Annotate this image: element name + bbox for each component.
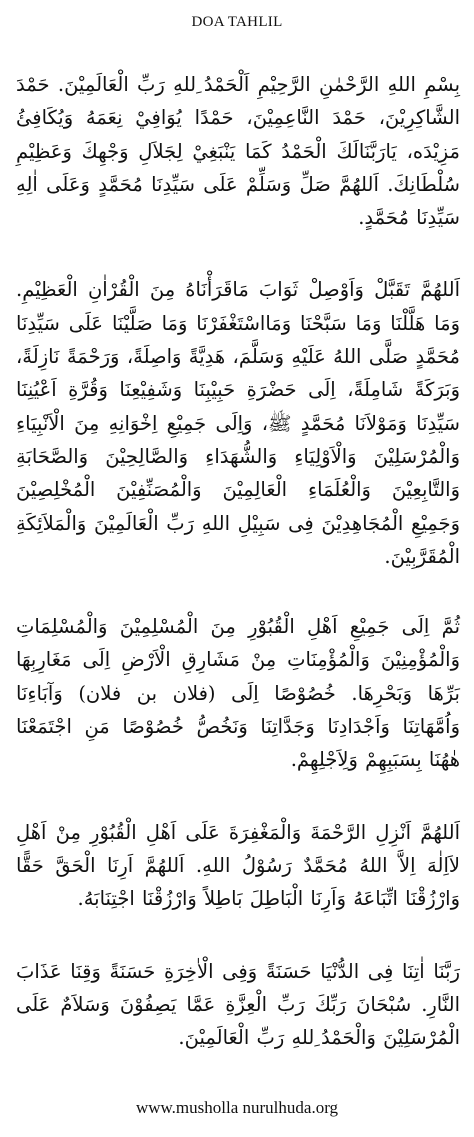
page-title: DOA TAHLIL [191, 14, 283, 30]
doa-paragraph-opening: بِسْمِ اللهِ الرَّحْمٰنِ الرَّحِيْمِ اَلْحَمْدُ ِللهِ رَبِّ الْعَالَمِيْنَ. حَمْدَ الشَّاكِرِيْنَ، حَمْدَ النَّاعِمِيْنَ، حَمْدًا يُوَافِيْ نِعَمَهُ وَيُكَافِئُ مَزِيْدَه، يَارَبَّنَالَكَ الْحَمْدُ كَمَا يَنْبَغِيْ لِجَلاَلِ وَجْهِكَ وَعَظِيْمِ سُلْطَانِكَ. اَللهُمَّ صَلِّ وَسَلِّمْ عَلَى سَيِّدِنَا مُحَمَّدٍ وَعَلَى اٰلِهِ سَيِّدِنَا مُحَمَّدٍ. [16, 73, 460, 230]
doa-paragraph-closing: رَبَّنَا اٰتِنَا فِى الدُّنْيَا حَسَنَةً وَفِى الْاٰخِرَةِ حَسَنَةً وَقِنَا عَذَابَ النَّارِ. سُبْحَانَ رَبِّكَ رَبِّ الْعِزَّةِ عَمَّا يَصِفُوْنَ وَسَلاَمٌ عَلَى الْمُرْسَلِيْنَ وَالْحَمْدُ ِللهِ رَبِّ الْعَالَمِيْنَ. [16, 959, 460, 1050]
doa-paragraph-ahli-kubur: ثُمَّ اِلَى جَمِيْعِ اَهْلِ الْقُبُوْرِ مِنَ الْمُسْلِمِيْنَ وَالْمُسْلِمَاتِ وَالْمُؤْمِنِيْنَ وَالْمُؤْمِنَاتِ مِنْ مَشَارِقِ الْاَرْضِ اِلَى مَغَارِبِهَا بَرِّهَا وَبَحْرِهَا. خُصُوْصًا اِلَى (فلان بن فلان) وَآبَاءِنَا وَاُمَّهَاتِنَا وَاَجْدَادِنَا وَجَدَّاتِنَا وَنَخُصُّ خُصُوْصًا مَنِ اجْتَمَعْنَا هٰهُنَا بِسَبَبِهِمْ وَلِاَجْلِهِمْ. [16, 615, 460, 772]
doa-paragraph-hadiah: اَللهُمَّ تَقَبَّلْ وَاَوْصِلْ ثَوَابَ مَاقَرَأْنَاهُ مِنَ الْقُرْاٰنِ الْعَظِيْمِ. وَمَا هَلَّلْنَا وَمَا سَبَّحْنَا وَمَااسْتَغْفَرْنَا وَمَا صَلَّيْنَا عَلَى سَيِّدِنَا مُحَمَّدٍ صَلَّى اللهُ عَلَيْهِ وَسَلَّمَ، هَدِيَّةً وَاصِلَةً، وَرَحْمَةً نَازِلَةً، وَبَرَكَةً شَامِلَةً، اِلَى حَضْرَةِ حَبِيْبِنَا وَشَفِيْعِنَا وَقُرَّةِ اَعْيُنِنَا سَيِّدِنَا وَمَوْلاَنَا مُحَمَّدٍ ﷺ، وَاِلَى جَمِيْعِ اِخْوَانِهِ مِنَ الْاَنْبِيَاءِ وَالْمُرْسَلِيْنَ وَالْاَوْلِيَاءِ وَالشُّهَدَاءِ وَالصَّالِحِيْنَ وَالصَّحَابَةِ وَالتَّابِعِيْنَ وَالْعُلَمَاءِ الْعَالِمِيْنَ وَالْمُصَنِّفِيْنَ الْمُخْلِصِيْنَ وَجَمِيْعِ الْمُجَاهِدِيْنَ فِى سَبِيْلِ اللهِ رَبِّ الْعَالَمِيْنَ وَالْمَلاَئِكَةِ الْمُقَرَّبِيْنَ. [16, 278, 460, 568]
doa-body [16, 68, 460, 1054]
doa-paragraph-rahmat: اَللهُمَّ اَنْزِلِ الرَّحْمَةَ وَالْمَغْفِرَةَ عَلَى اَهْلِ الْقُبُوْرِ مِنْ اَهْلِ لاَاِلٰهَ اِلاَّ اللهُ مُحَمَّدٌ رَسُوْلُ اللهِ. اَللهُمَّ اَرِنَا الْحَقَّ حَقًّا وَارْزُقْنَا اتِّبَاعَهُ وَاَرِنَا الْبَاطِلَ بَاطِلاً وَارْزُقْنَا اجْتِنَابَهُ. [16, 820, 460, 911]
footer-website-url[interactable]: www.musholla nurulhuda.org [135, 1098, 339, 1117]
